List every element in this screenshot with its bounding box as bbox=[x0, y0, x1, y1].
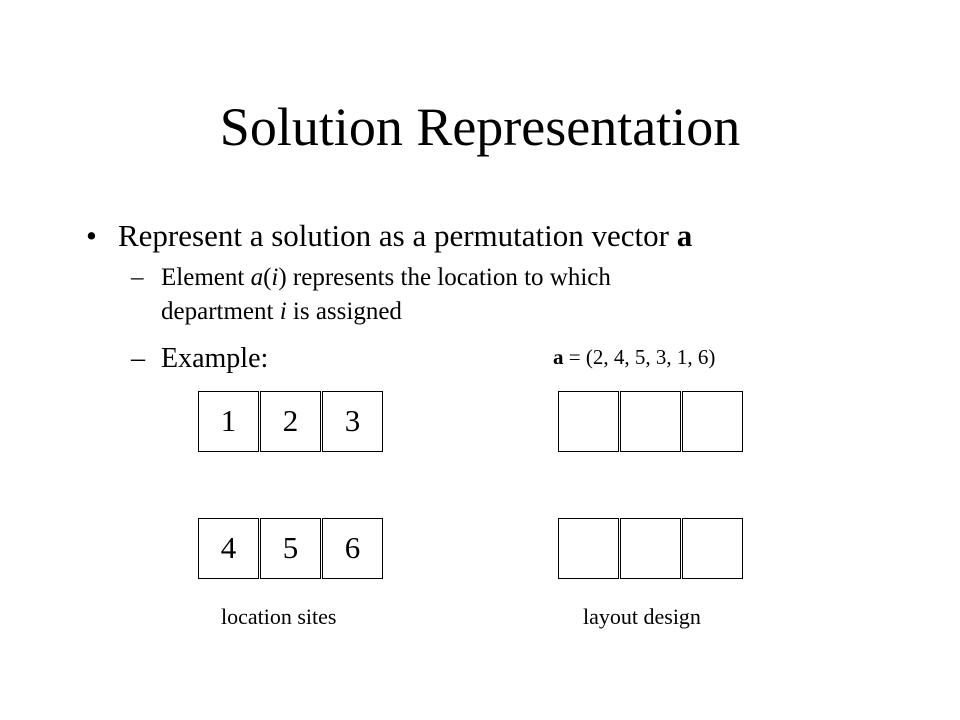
vector-values: = (2, 4, 5, 3, 1, 6) bbox=[563, 345, 716, 369]
layout-design-cell bbox=[558, 391, 619, 452]
sub-text: ) represents the location to which bbox=[278, 264, 611, 291]
location-site-cell: 4 bbox=[198, 518, 259, 579]
sub-bullet-dash: – bbox=[131, 264, 144, 291]
example-label: Example: bbox=[161, 343, 269, 374]
sub-italic: i bbox=[279, 298, 287, 325]
layout-design-cell bbox=[682, 518, 743, 579]
sub-bullet-element bbox=[131, 263, 611, 293]
layout-design-cell bbox=[558, 518, 619, 579]
sub-italic: a bbox=[250, 264, 264, 291]
layout-design-caption: layout design bbox=[583, 604, 701, 629]
bullet-vector-symbol: a bbox=[676, 218, 693, 253]
sub-bullet-dash: – bbox=[131, 343, 145, 374]
main-bullet bbox=[86, 218, 692, 254]
location-site-cell: 1 bbox=[198, 391, 259, 452]
sub-italic: i bbox=[271, 264, 279, 291]
sub-bullet-example bbox=[131, 344, 268, 374]
layout-design-cell bbox=[682, 391, 743, 452]
layout-design-cell bbox=[620, 518, 681, 579]
location-site-cell: 3 bbox=[322, 391, 383, 452]
sub-text: department bbox=[161, 298, 280, 325]
sub-text: Element bbox=[161, 264, 251, 291]
sub-text: is assigned bbox=[286, 298, 402, 325]
permutation-vector bbox=[553, 343, 715, 371]
layout-design-cell bbox=[620, 391, 681, 452]
sub-text: ( bbox=[263, 264, 272, 291]
location-site-cell: 5 bbox=[260, 518, 321, 579]
location-sites-caption: location sites bbox=[221, 604, 337, 629]
slide-title: Solution Representation bbox=[219, 97, 741, 157]
vector-symbol: a bbox=[553, 345, 564, 369]
bullet-marker: • bbox=[86, 218, 97, 253]
bullet-text: Represent a solution as a permutation vector bbox=[118, 218, 677, 253]
location-site-cell: 2 bbox=[260, 391, 321, 452]
location-site-cell: 6 bbox=[322, 518, 383, 579]
sub-bullet-element-continued bbox=[161, 297, 402, 327]
